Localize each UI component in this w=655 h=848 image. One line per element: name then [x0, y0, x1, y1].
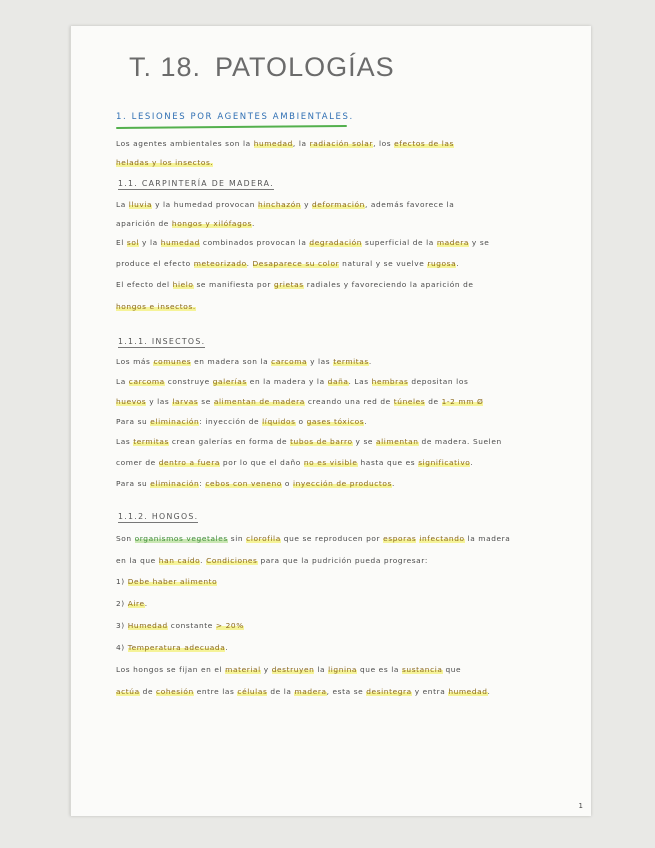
- subsection-heading-hongos: 1.1.2. HONGOS.: [118, 512, 199, 521]
- condition-item-2: 2) Aire.: [116, 599, 148, 608]
- subsection-heading-carpinteria: 1.1. CARPINTERÍA DE MADERA.: [118, 179, 274, 188]
- title-number: T. 18.: [129, 52, 202, 82]
- notes-page: [70, 26, 591, 816]
- section-heading: 1. LESIONES POR AGENTES AMBIENTALES.: [116, 112, 354, 122]
- hongos-line-4: actúa de cohesión entre las células de la madera, esta se desintegra y entra humedad.: [116, 687, 491, 696]
- condition-item-4: 4) Temperatura adecuada.: [116, 643, 229, 652]
- subsection-heading-insectos: 1.1.1. INSECTOS.: [118, 337, 206, 346]
- hongos-line-1: Son organismos vegetales sin clorofila que se reproducen por esporas infectando la madera: [116, 534, 511, 543]
- carpinteria-line-4: produce el efecto meteorizado. Desaparece su color natural y se vuelve rugosa.: [116, 259, 460, 268]
- insectos-line-2: La carcoma construye galerías en la madera y la daña. Las hembras depositan los: [116, 377, 469, 386]
- insectos-line-5: Las termitas crean galerías en forma de tubos de barro y se alimentan de madera. Suelen: [116, 437, 502, 446]
- carpinteria-line-3: El sol y la humedad combinados provocan la degradación superficial de la madera y se: [116, 238, 490, 247]
- insectos-line-4: Para su eliminación: inyección de líquidos o gases tóxicos.: [116, 417, 368, 426]
- hongos-line-2: en la que han caído. Condiciones para que la pudrición pueda progresar:: [116, 556, 428, 565]
- carpinteria-line-1: La lluvia y la humedad provocan hinchazón y deformación, además favorece la: [116, 200, 455, 209]
- hongos-line-3: Los hongos se fijan en el material y destruyen la lignina que es la sustancia que: [116, 665, 462, 674]
- insectos-line-7: Para su eliminación: cebos con veneno o inyección de productos.: [116, 479, 395, 488]
- title-text: PATOLOGÍAS: [215, 52, 395, 82]
- page-number: 1: [578, 802, 583, 810]
- insectos-line-6: comer de dentro a fuera por lo que el daño no es visible hasta que es significativo.: [116, 458, 474, 467]
- heading-underline: [116, 125, 347, 129]
- carpinteria-line-6: hongos e insectos.: [116, 302, 196, 311]
- condition-item-3: 3) Humedad constante > 20%: [116, 621, 244, 630]
- intro-line-2: heladas y los insectos.: [116, 158, 214, 167]
- insectos-line-3: huevos y las larvas se alimentan de madera creando una red de túneles de 1-2 mm Ø: [116, 397, 484, 406]
- carpinteria-line-2: aparición de hongos y xilófagos.: [116, 219, 255, 228]
- intro-line-1: Los agentes ambientales son la humedad, la radiación solar, los efectos de las: [116, 139, 454, 148]
- carpinteria-line-5: El efecto del hielo se manifiesta por grietas radiales y favoreciendo la aparición de: [116, 280, 474, 289]
- page-title: [129, 52, 395, 83]
- insectos-line-1: Los más comunes en madera son la carcoma y las termitas.: [116, 357, 372, 366]
- condition-item-1: 1) Debe haber alimento: [116, 577, 218, 586]
